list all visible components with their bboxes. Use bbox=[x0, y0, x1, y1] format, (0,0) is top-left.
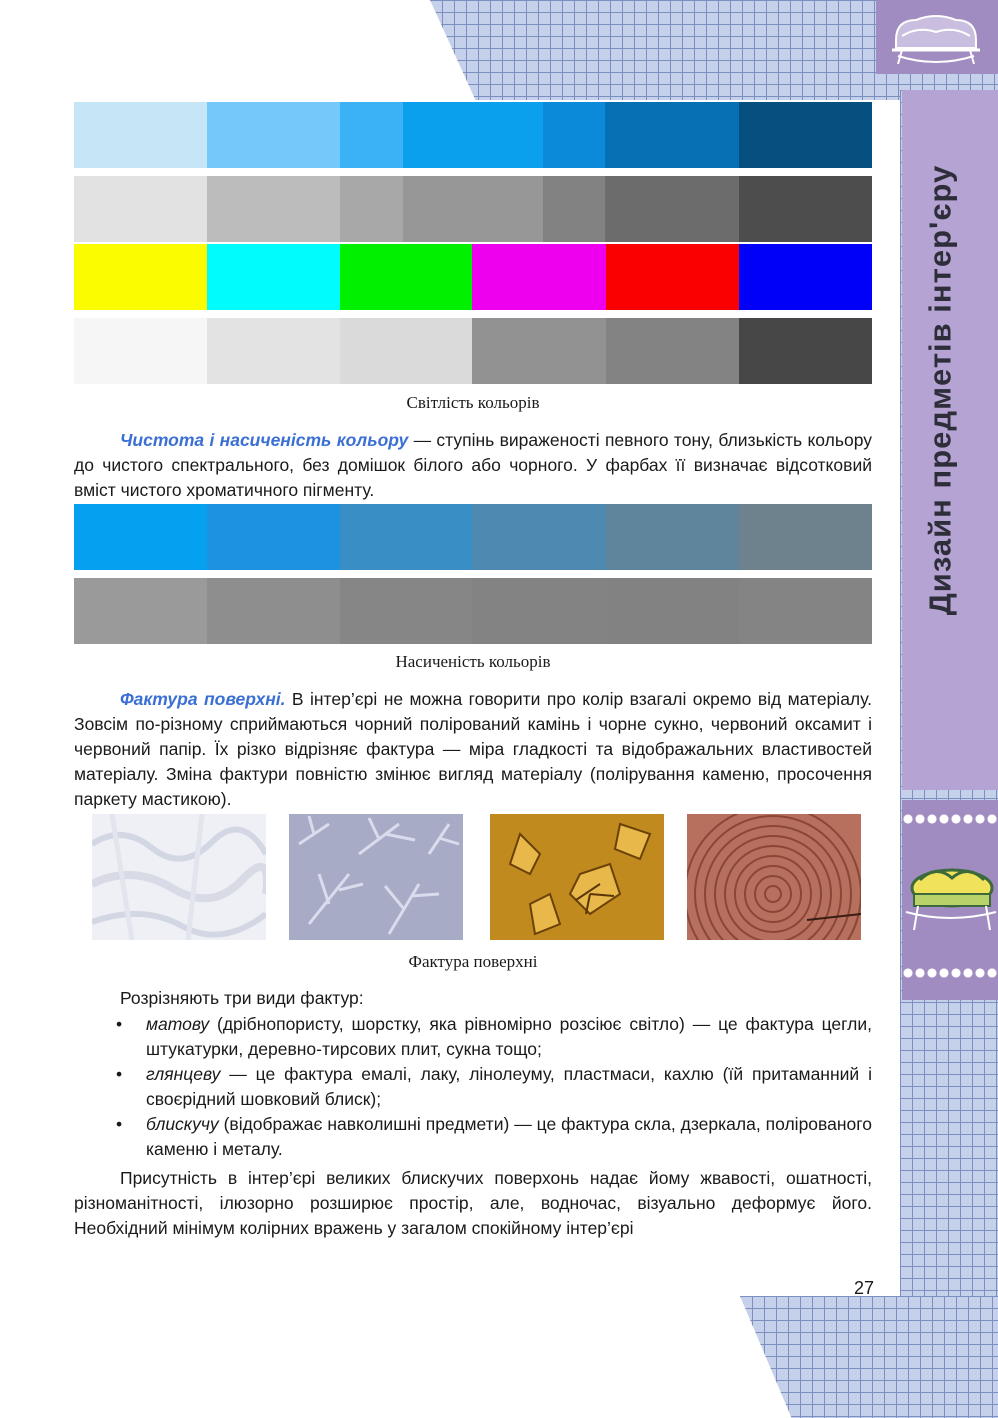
caption-lightness: Світлість кольорів bbox=[406, 393, 540, 412]
page-number: 27 bbox=[853, 1278, 874, 1298]
lightness-row-spectral-gray bbox=[74, 318, 872, 384]
swatch bbox=[340, 244, 472, 310]
swatch bbox=[739, 578, 872, 644]
bullet-icon: • bbox=[116, 1014, 123, 1034]
swatch bbox=[472, 318, 606, 384]
bead-border-top bbox=[902, 812, 998, 826]
swatch bbox=[207, 578, 340, 644]
swatch bbox=[207, 504, 340, 570]
caption-saturation: Насиченість кольорів bbox=[395, 652, 551, 671]
swatch bbox=[207, 244, 340, 310]
swatch bbox=[606, 578, 739, 644]
texture-types-list bbox=[74, 1012, 872, 1162]
bullet-icon: • bbox=[116, 1064, 123, 1084]
chapter-tab-top bbox=[876, 0, 998, 74]
swatch bbox=[739, 102, 872, 168]
term-texture: Фактура поверхні. bbox=[120, 689, 286, 709]
paragraph-texture bbox=[74, 687, 872, 812]
list-term: глянцеву bbox=[146, 1064, 221, 1084]
golden-leaf-texture bbox=[490, 814, 664, 940]
swatch bbox=[207, 102, 340, 168]
paragraph-text: — ступінь вираженості певного тону, близькість кольору до чистого спектрального, без домішок білого або чорного. У фарбах її визначає відсотковий вміст чистого хроматичного пігменту. bbox=[74, 430, 872, 500]
swatch bbox=[74, 102, 207, 168]
list-item bbox=[74, 1112, 872, 1162]
swatch bbox=[74, 318, 207, 384]
list-item bbox=[74, 1012, 872, 1062]
term-saturation: Чистота і насиченість кольору bbox=[120, 430, 409, 450]
paragraph-saturation bbox=[74, 428, 872, 503]
swatch bbox=[606, 318, 739, 384]
swatch bbox=[74, 244, 207, 310]
swatch bbox=[340, 318, 472, 384]
swatch bbox=[74, 176, 207, 242]
swatch bbox=[74, 504, 207, 570]
swatch bbox=[403, 102, 543, 168]
armchair-icon bbox=[888, 10, 984, 66]
lightness-row-blue bbox=[74, 102, 872, 168]
swatch bbox=[472, 578, 606, 644]
swatch bbox=[207, 318, 340, 384]
grid-paper-decoration-bottom bbox=[740, 1296, 998, 1418]
swatch bbox=[340, 578, 472, 644]
swatch bbox=[739, 318, 872, 384]
list-text: (відображає навколишні предмети) — це фактура скла, дзеркала, полірованого каменю і металу. bbox=[146, 1114, 872, 1159]
swatch bbox=[739, 176, 872, 242]
swatch bbox=[74, 578, 207, 644]
list-intro-text: Розрізняють три види фактур: bbox=[120, 988, 364, 1008]
chapter-title-text: Дизайн предметів інтер'єру bbox=[922, 164, 958, 616]
swatch bbox=[340, 504, 472, 570]
swatch bbox=[605, 102, 739, 168]
swatch bbox=[605, 176, 739, 242]
swatch bbox=[739, 244, 872, 310]
swatch bbox=[340, 102, 403, 168]
wood-rings-texture bbox=[687, 814, 861, 940]
bead-border-bottom bbox=[902, 966, 998, 980]
list-intro bbox=[74, 986, 872, 1011]
saturation-row-color bbox=[74, 504, 872, 570]
swatch bbox=[739, 504, 872, 570]
swatch bbox=[543, 102, 605, 168]
list-term: блискучу bbox=[146, 1114, 219, 1134]
list-item bbox=[74, 1062, 872, 1112]
swatch bbox=[606, 244, 739, 310]
lightness-row-spectral bbox=[74, 244, 872, 310]
paragraph-text: В інтер’єрі не можна говорити про колір взагалі окремо від матеріалу. Зовсім по-різному сприймаються чорний полірований камінь і чорне сукно, червоний оксамит і червоний папір. Їх різко відрізняє фактура — міра гладкості та відображальних властивостей матеріалу. Зміна фактури повністю змінює вигляд матеріалу (полірування каменю, просочення паркету мастикою). bbox=[74, 689, 872, 809]
list-term: матову bbox=[146, 1014, 210, 1034]
swatch bbox=[543, 176, 605, 242]
swatch bbox=[472, 244, 606, 310]
swatch bbox=[207, 176, 340, 242]
frosted-leaf-texture bbox=[289, 814, 463, 940]
caption-texture: Фактура поверхні bbox=[408, 952, 538, 971]
list-text: — це фактура емалі, лаку, лінолеуму, пластмаси, кахлю (їй притаманний і своєрідний шовковий блиск); bbox=[146, 1064, 872, 1109]
saturation-row-gray bbox=[74, 578, 872, 644]
list-text: (дрібнопористу, шорстку, яка рівномірно розсіює світло) — це фактура цегли, штукатурки, деревно-тирсових плит, сукна тощо; bbox=[146, 1014, 872, 1059]
bullet-icon: • bbox=[116, 1114, 123, 1134]
swatch bbox=[606, 504, 739, 570]
paragraph-text: Присутність в інтер’єрі великих блискучих поверхонь надає йому жвавості, ошатності, різноманітності, ілюзорно розширює простір, але, водночас, візуально деформує його. Необхідний мінімум колірних вражень у загалом спокійному інтер’єрі bbox=[74, 1168, 872, 1238]
swatch bbox=[472, 504, 606, 570]
swatch bbox=[403, 176, 543, 242]
swatch bbox=[340, 176, 403, 242]
white-crumpled-texture bbox=[92, 814, 266, 940]
chapter-title bbox=[880, 110, 998, 670]
sofa-icon bbox=[902, 860, 998, 940]
paragraph-glossy bbox=[74, 1166, 872, 1241]
lightness-row-gray bbox=[74, 176, 872, 242]
